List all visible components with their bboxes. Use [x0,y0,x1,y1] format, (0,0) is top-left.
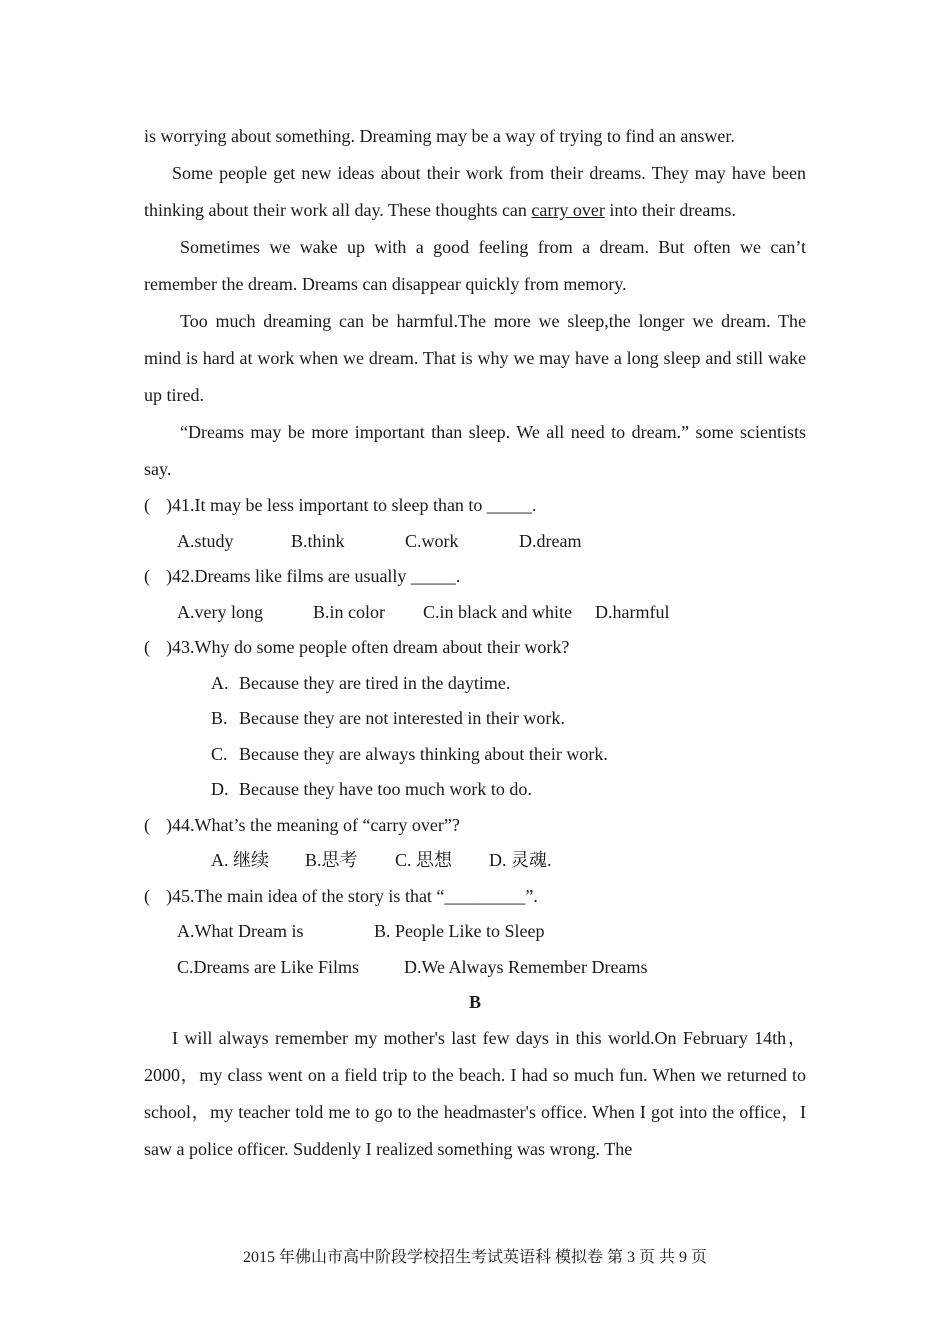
underlined-phrase: carry over [531,200,605,220]
option-b: B.in color [313,601,385,622]
option-c [211,737,806,773]
option-a: A.What Dream is [177,921,304,941]
option-letter: D. [211,779,229,799]
question-42-options [144,595,806,631]
section-heading-b: B [468,992,481,1012]
question-41 [144,488,806,524]
paragraph-text: into their dreams. [604,200,736,220]
option-c: C. 思想 [395,850,453,870]
question-41-options [144,524,806,560]
question-stem: )42.Dreams like films are usually _____. [166,566,461,586]
passage-paragraph-3: Too much dreaming can be harmful.The more we sleep,the longer we dream. The mind is hard at work when we dream. That is why we may have a long sleep and still wake up tired. [144,311,806,405]
option-d: D.harmful [595,601,670,622]
question-44-options [144,843,806,879]
passage-paragraph-0: is worrying about something. Dreaming may be a way of trying to find an answer. [144,126,735,146]
option-d: D.We Always Remember Dreams [404,956,648,977]
option-text: Because they are always thinking about their work. [239,743,608,764]
question-stem: )44.What’s the meaning of “carry over”? [166,814,460,835]
question-43 [144,630,806,666]
answer-bracket: ( [144,814,150,835]
question-stem: )43.Why do some people often dream about their work? [166,637,570,657]
option-d [211,772,806,808]
answer-bracket: ( [144,885,150,906]
question-stem: )41.It may be less important to sleep than to _____. [166,495,537,515]
option-c: C.Dreams are Like Films [177,956,359,977]
passage-paragraph-4: “Dreams may be more important than sleep. We all need to dream.” some scientists say. [144,422,806,479]
option-b: B. People Like to Sleep [374,921,545,941]
answer-bracket: ( [144,495,150,515]
option-letter: A. [211,672,229,693]
question-stem: )45.The main idea of the story is that “_________”. [166,885,538,906]
option-text: Because they are not interested in their work. [239,708,565,728]
option-c: C.work [405,530,459,551]
option-letter: C. [211,743,228,764]
option-a: A.study [177,530,234,551]
question-45-options-row-1 [144,914,806,950]
paragraph-text: Some people get new ideas about their work from their dreams. They may have been thinking about their work all day. These thoughts can [144,163,806,220]
option-b: B.think [291,530,345,551]
option-text: Because they have too much work to do. [239,779,532,799]
option-c: C.in black and white [423,601,572,622]
passage-paragraph-2: Sometimes we wake up with a good feeling from a dream. But often we can’t remember the dream. Dreams can disappear quickly from memory. [144,237,806,294]
page-content [144,118,806,1168]
question-42 [144,559,806,595]
answer-bracket: ( [144,566,150,586]
question-43-options [144,666,806,808]
option-b: B.思考 [305,850,358,870]
page-footer: 2015 年佛山市高中阶段学校招生考试英语科 模拟卷 第 3 页 共 9 页 [242,1249,707,1266]
option-b [211,701,806,737]
question-44 [144,808,806,844]
question-45 [144,879,806,915]
answer-bracket: ( [144,637,150,657]
option-a [211,666,806,702]
option-a: A. 继续 [211,850,269,870]
option-d: D. 灵魂. [489,850,552,870]
question-45-options-row-2 [144,950,806,986]
option-text: Because they are tired in the daytime. [239,672,511,693]
section-b-paragraph-1: I will always remember my mother's last few days in this world.On February 14th，2000，my class went on a field trip to the beach. I had so much fun. When we returned to school，my teacher told me to go to the headmaster's office. When I got into the office，I saw a police officer. Suddenly I realized something was wrong. The [144,1028,806,1159]
passage-paragraph-1 [144,155,806,229]
option-letter: B. [211,708,228,728]
option-d: D.dream [519,530,582,551]
option-a: A.very long [177,601,263,622]
